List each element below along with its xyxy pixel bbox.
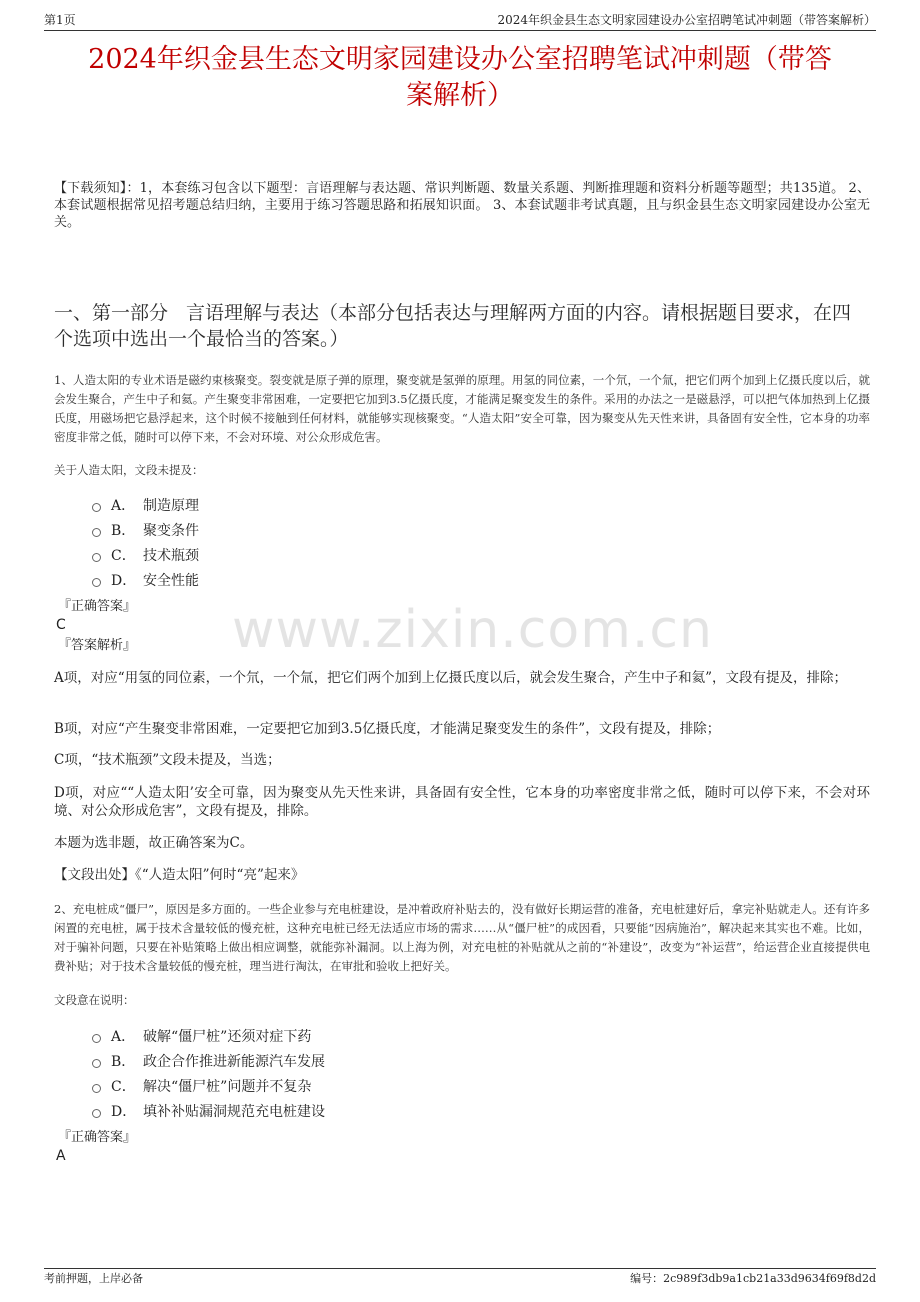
q1-option-d[interactable]: D． 安全性能 [92,567,199,592]
q1-analysis-b: B项，对应“产生聚变非常困难，一定要把它加到3.5亿摄氏度，才能满足聚变发生的条件”，文段有提及，排除； [54,721,721,737]
radio-icon[interactable] [92,1059,101,1068]
q1-source: 【文段出处】《“人造太阳”何时“亮”起来》 [54,867,305,883]
question-2-options [92,1023,325,1123]
q1-option-a[interactable]: A． 制造原理 [92,492,199,517]
q2-option-b[interactable]: B． 政企合作推进新能源汽车发展 [92,1048,325,1073]
radio-icon[interactable] [92,1084,101,1093]
section-description: 言语理解与表达（本部分包括表达与理解两方面的内容。请根据题目要求，在四个选项中选出一个最恰当的答案。） [54,302,852,350]
q2-answer-label: 『正确答案』 [58,1130,137,1145]
watermark: www.zixin.com.cn [232,600,713,660]
header-doc-title: 2024年织金县生态文明家园建设办公室招聘笔试冲刺题（带答案解析） [497,13,876,27]
q1-analysis-c: C项，“技术瓶颈”文段未提及，当选； [54,752,281,768]
radio-icon[interactable] [92,1034,101,1043]
section-heading [54,300,870,352]
q2-option-c[interactable]: C． 解决“僵尸桩”问题并不复杂 [92,1073,325,1098]
title-line-1: 2024年织金县生态文明家园建设办公室招聘笔试冲刺题（带答 [88,44,832,75]
section-number: 一、第一部分 [54,302,169,324]
q1-option-c[interactable]: C． 技术瓶颈 [92,542,199,567]
footer-slogan: 考前押题，上岸必备 [44,1272,143,1285]
page-footer [44,1268,876,1289]
q1-analysis-label: 『答案解析』 [58,638,137,653]
radio-icon[interactable] [92,578,101,587]
radio-icon[interactable] [92,553,101,562]
q2-option-a[interactable]: A． 破解“僵尸桩”还须对症下药 [92,1023,325,1048]
q1-answer-label: 『正确答案』 [58,599,137,614]
q1-analysis-a: A项，对应“用氢的同位素，一个氘，一个氚，把它们两个加到上亿摄氏度以后，就会发生聚合，产生中子和氦”，文段有提及，排除； [54,670,848,686]
radio-icon[interactable] [92,528,101,537]
question-2-prompt: 文段意在说明： [54,993,135,1007]
title-line-2: 案解析） [406,80,514,111]
q2-option-d[interactable]: D． 填补补贴漏洞规范充电桩建设 [92,1098,325,1123]
document-title [40,42,880,114]
question-1-text: 1、人造太阳的专业术语是磁约束核聚变。裂变就是原子弹的原理，聚变就是氢弹的原理。用氢的同位素，一个氘，一个氚，把它们两个加到上亿摄氏度以后，就会发生聚合，产生中子和氦。产生聚变非常困难，一定要把它加到3.5亿摄氏度，才能满足聚变发生的条件。采用的办法之一是磁悬浮，可以把气体加热到上亿摄氏度，用磁场把它悬浮起来，这个时候不接触到任何材料，就能够实现核聚变。“人造太阳”安全可靠，因为聚变从先天性来讲，具备固有安全性，它本身的功率密度非常之低，随时可以停下来，不会对环境、对公众形成危害。 [54,373,870,444]
radio-icon[interactable] [92,1109,101,1118]
q1-answer: C [56,617,66,633]
radio-icon[interactable] [92,503,101,512]
question-2-text: 2、充电桩成“僵尸”，原因是多方面的。一些企业参与充电桩建设，是冲着政府补贴去的，没有做好长期运营的准备，充电桩建好后，拿完补贴就走人。还有许多闲置的充电桩，属于技术含量较低的慢充桩，这种充电桩已经无法适应市场的需求……从“僵尸桩”的成因看，只要能“因病施治”，解决起来其实也不难。比如，对于骗补问题，只要在补贴策略上做出相应调整，就能弥补漏洞。以上海为例，对充电桩的补贴就从之前的“补建设”，改变为“补运营”，给运营企业直接提供电费补贴；对于技术含量较低的慢充桩，理当进行淘汰，在审批和验收上把好关。 [54,902,870,973]
q1-conclusion: 本题为选非题，故正确答案为C。 [54,835,254,851]
q2-answer: A [56,1148,66,1164]
page-number: 第1页 [44,13,76,27]
question-1-options [92,492,199,592]
question-1-prompt: 关于人造太阳，文段未提及： [54,463,204,477]
q1-option-b[interactable]: B． 聚变条件 [92,517,199,542]
footer-doc-id: 编号：2c989f3db9a1cb21a33d9634f69f8d2d [630,1272,876,1285]
q1-analysis-d: D项，对应““人造太阳’安全可靠，因为聚变从先天性来讲，具备固有安全性，它本身的功率密度非常之低，随时可以停下来，不会对环境、对公众形成危害”，文段有提及，排除。 [54,785,870,819]
download-notice: 【下载须知】：1，本套练习包含以下题型：言语理解与表达题、常识判断题、数量关系题、判断推理题和资料分析题等题型；共135道。 2、本套试题根据常见招考题总结归纳，主要用于练习答题思路和拓展知识面。 3、本套试题非考试真题，且与织金县生态文明家园建设办公室无关。 [54,181,870,230]
page-header [44,12,876,31]
